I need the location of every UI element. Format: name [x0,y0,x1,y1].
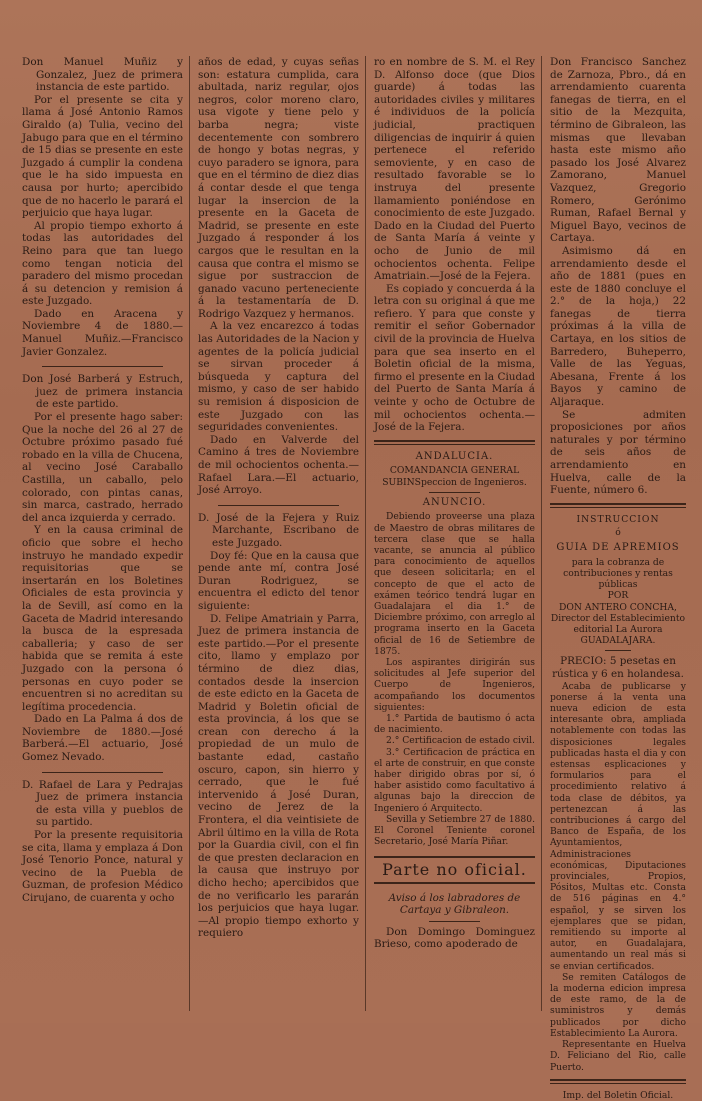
notice-3-paragraph-2: A la vez encarezco á todas las Autoridades de la Nacion y agentes de la policía judicial se sirvan proceder á búsqueda y captura del mismo, y caso de ser habido su remision á disposicion de este Juzgado con las seguridades convenientes. [198,320,359,434]
anuncio-item-3: 3.° Certificacion de práctica en el arte de construir, en que conste haber dirigido obras por sí, ó haber asistido como facultativo á algunas bajo la direccion de Ingeniero ó Arquitecto. [374,746,535,814]
notice-1-signature: Dado en Aracena y Noviembre 4 de 1880.—Manuel Muñiz.—Francisco Javier Gonzalez. [22,307,183,358]
notice-4-paragraph-1: Doy fé: Que en la causa que pende ante mí, contra José Duran Rodriguez, se encuentra el edicto del tenor siguiente: [198,549,359,612]
column-1 [14,56,190,1011]
column-4 [542,56,692,1101]
aviso-paragraph-1: Don Domingo Dominguez Brieso, como apoderado de [374,925,535,951]
notice-2-paragraph-2: Y en la causa criminal de oficio que sobre el hecho instruyo he mandado expedir requisitorias que se insertarán en los Boletines Oficiales de esta provincia y la de Sevill, así como en la Gaceta de Madrid interesando la busca de la espresada caballeria; y caso de ser habida que se remita á este Juzgado con la persona ó personas en cuyo poder se encuentren si no acreditan su legítima procedencia. [22,524,183,713]
aviso-title: Aviso á los labradores de Cartaya y Gibraleon. [388,891,521,917]
aviso-paragraph-3: Se admiten proposiciones por años naturales y por término de seis años de arrendamiento en Huelva, calle de la Fuente, número 6. [550,408,686,497]
anuncio-signature: Sevilla y Setiembre 27 de 1880. El Coronel Teniente coronel Secretario, José María Piñar. [374,813,535,848]
aviso-continuation: Don Francisco Sanchez de Zarnoza, Pbro., dá en arrendamiento cuarenta fanegas de tierra, en el sitio de la Mezquita, término de Gibraleon, las mismas que llevaban hasta este mismo año pasado los José Alvarez Zamorano, Manuel Vazquez, Gregorio Romero, Gerónimo Ruman, Rafael Bernal y Miguel Bayo, vecinos de Cartaya. [550,56,686,245]
notice-3-heading: D. Rafael de Lara y Pedrajas Juez de primera instancia de esta villa y pueblos de su partido. [22,778,183,829]
double-rule [374,440,535,445]
parte-no-oficial-heading: Parte no oficial. [374,856,535,884]
separator [429,492,480,493]
anuncio-item-1: 1.° Partida de bautismo ó acta de nacimiento. [374,713,535,736]
notice-1-heading: Don Manuel Muñiz y Gonzalez, Juez de primera instancia de este partido. [22,56,183,94]
notice-2-signature: Dado en La Palma á dos de Noviembre de 1880.—José Barberá.—El actuario, José Gomez Nevado. [22,713,183,764]
guia-author: DON ANTERO CONCHA, [559,601,677,613]
guia-paragraph-3: Representante en Huelva D. Feliciano del Rio, calle Puerto. [550,1039,686,1073]
notice-2-heading: Don José Barberá y Estruch, juez de primera instancia de este partido. [22,373,183,411]
guia-subtitle: para la cobranza de contribuciones y rentas públicas [563,556,673,591]
instruccion-o: ó [615,526,621,538]
column-2 [190,56,366,1011]
notice-4-certification: Es copiado y concuerda á la letra con su original á que me refiero. Y para que conste y remitir el señor Gobernador civil de la provincia de Huelva para que sea inserto en el Boletin oficial de la misma, firmo el presente en la Ciudad del Puerto de Santa María á veinte y ocho de Octubre de mil ochocientos ochenta.—José de la Fejera. [374,282,535,434]
notice-4-continuation: ro en nombre de S. M. el Rey D. Alfonso doce (que Dios guarde) á todas las autoridades civiles y militares é individuos de la policía judicial, practiquen diligencias de inquirir á quien pertenece el referido semoviente, y en caso de resultado favorable se lo instruya del presente llamamiento poniéndose en conocimiento de este Juzgado. Dado en la Ciudad del Puerto de Santa María á veinte y ocho de Junio de mil ochocientos ochenta. Felipe Amatriain.—José de la Fejera. [374,56,535,283]
guia-title: GUIA DE APREMIOS [556,542,680,554]
anuncio-paragraph-1: Debiendo proveerse una plaza de Maestro de obras militares de tercera clase que se halla vacante, se anuncia al público para conocimiento de aquellos que deseen solicitarla; en el concepto de que el acto de exámen teórico tendrá lugar en Guadalajara el dia 1.° de Diciembre próximo, con arreglo al programa inserto en la Gaceta oficial de 16 de Setiembre de 1875. [374,511,535,657]
aviso-paragraph-2: Asimismo dá en arrendamiento desde el año de 1881 (pues en este de 1880 concluye el 2.° de la hoja,) 22 fanegas de tierra próximas á la villa de Cartaya, en los sitios de Barredero, Buheperro, Valle de las Yeguas, Abesana, Frente á los Bayos y camino de Aljaraque. [550,244,686,409]
instruccion-title: INSTRUCCION [576,513,660,525]
guia-city: GUADALAJARA. [580,635,656,647]
guia-paragraph-2: Se remiten Catálogos de la moderna edicion impresa de este ramo, de la de suministros y demás publicados por dicho Establecimiento La Aurora. [550,971,686,1039]
separator [605,650,631,651]
notice-4-paragraph-2: D. Felipe Amatriain y Parra, Juez de primera instancia de este partido.—Por el presente cito, llamo y emplazo por término de diez dias, contados desde la insercion de este edicto en la Gaceta de Madrid y Boletin oficial de esta provincia, á los que se crean con derecho á la propiedad de un mulo de bastante edad, castaño oscuro, capon, sin hierro y cerrado, que le fué intervenido á José Duran, vecino de Jerez de la Frontera, el dia veintisiete de Abril último en la villa de Rota por la Guardia civil, con el fin de que presten declaracion en la causa que instruyo por dicho hecho; apercibidos que de no verificarlo les pararán los perjuicios que haya lugar.—Al propio tiempo exhorto y requiero [198,612,359,940]
notice-3-signature: Dado en Valverde del Camino á tres de Noviembre de mil ochocientos ochenta.—Rafael Lara.—El actuario, José Arroyo. [198,433,359,497]
double-rule [550,503,686,508]
notice-3-paragraph-1: Por la presente requisitoria se cita, llama y emplaza á Don José Tenorio Ponce, natural y vecino de la Puebla de Guzman, de profesion Médico Cirujano, de cuarenta y ocho [22,829,183,904]
notice-4-heading: D. José de la Fejera y Ruiz Marchante, Escribano de este Juzgado. [198,511,359,549]
notice-2-paragraph-1: Por el presente hago saber: Que la noche del 26 al 27 de Octubre próximo pasado fué robado en la villa de Chucena, al vecino José Caraballo Castilla, un caballo, pelo colorado, con pintas canas, sin marca, castrado, herrado del anca izquierda y cerrado. [22,411,183,524]
printer-imprint: Imp. del Boletin Oficial. [562,1089,674,1101]
separator [42,366,163,367]
guia-paragraph-1: Acaba de publicarse y ponerse á la venta una nueva edicion de esta interesante obra, ampliada notablemente con todas las disposiciones legales publicadas hasta el dia y con estensas esplicaciones y formularios para el procedimiento relativo á toda clase de débitos, ya pertenezcan á las contribuciones á cargo del Banco de España, de los Ayuntamientos, Administraciones económicas, Diputaciones provinciales, Propios, Pósitos, Multas etc. Consta de 516 páginas en 4.° español, y se sirven los ejemplares que se pidan, remitiendo su importe al autor, en Guadalajara, aumentando un real más si se envian certificados. [550,680,686,972]
separator [218,505,339,506]
separator [42,772,163,773]
notice-1-paragraph-2: Al propio tiempo exhorto á todas las autoridades del Reino para que tan luego como tengan noticia del paradero del mismo procedan á su detencion y remision á este Juzgado. [22,219,183,308]
notice-1-paragraph-1: Por el presente se cita y llama á José Antonio Ramos Giraldo (a) Tulia, vecino del Jabugo para que en el término de 15 dias se presente en este Juzgado á cumplir la condena que le ha sido impuesta en causa por hurto; apercibido que de no hacerlo le parará el perjuicio que haya lugar. [22,93,183,220]
guia-author-role: Director del Establecimiento editorial La Aurora [550,612,686,635]
anuncio-item-2: 2.° Certificacion de estado civil. [386,735,535,747]
anuncio-title: ANUNCIO. [422,496,487,508]
columns [14,56,696,1101]
double-rule [550,1079,686,1084]
section-subtitle: COMANDANCIA GENERAL SUBINSpeccion de Ingenieros. [382,465,527,488]
section-title-andalucia: ANDALUCIA. [415,450,494,462]
separator [429,921,480,922]
guia-por: POR [607,590,629,602]
column-3 [366,56,542,1011]
anuncio-paragraph-2: Los aspirantes dirigirán sus solicitudes al Jefe superior del Cuerpo de Ingenieros, acompañando los documentos siguientes: [374,657,535,713]
notice-3-continuation: años de edad, y cuyas señas son: estatura cumplida, cara abultada, nariz regular, ojos negros, color moreno claro, usa vigote y tiene pelo y barba negra; viste decentemente con sombrero de hongo y botas negras, y cuyo paradero se ignora, para que en el término de diez dias á contar desde el que tenga lugar la insercion de la presente en la Gaceta de Madrid, se presente en este Juzgado á responder á los cargos que le resultan en la causa que contra el mismo se sigue por sustraccion de ganado vacuno perteneciente á la testamentaría de D. Rodrigo Vazquez y hermanos. [198,56,359,320]
guia-price: PRECIO: 5 pesetas en rústica y 6 en holandesa. [552,655,684,680]
